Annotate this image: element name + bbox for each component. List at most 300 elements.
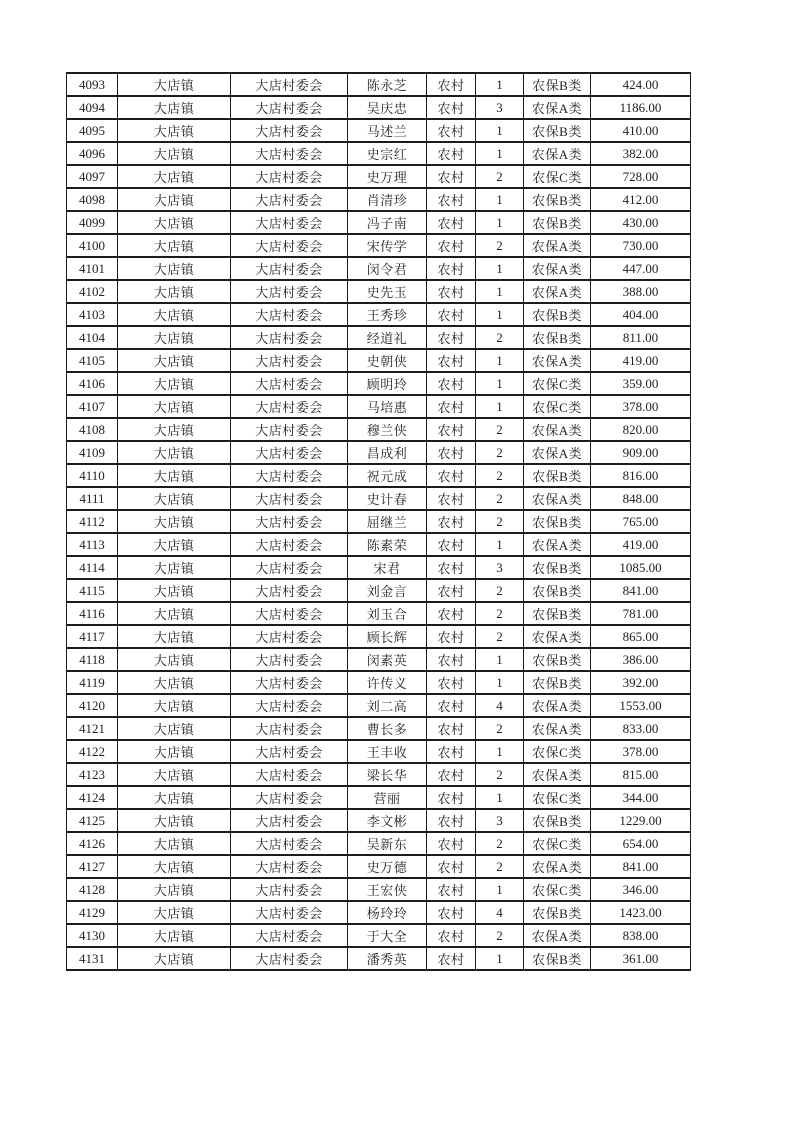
cell-town: 大店镇 — [118, 257, 231, 280]
cell-count: 2 — [476, 165, 524, 188]
cell-village: 大店村委会 — [231, 188, 348, 211]
cell-town: 大店镇 — [118, 694, 231, 717]
cell-count: 2 — [476, 832, 524, 855]
cell-town: 大店镇 — [118, 303, 231, 326]
table-row — [67, 73, 691, 96]
cell-residence: 农村 — [427, 188, 476, 211]
cell-amount: 378.00 — [591, 395, 691, 418]
table-row — [67, 809, 691, 832]
cell-serial: 4118 — [67, 648, 118, 671]
cell-residence: 农村 — [427, 303, 476, 326]
cell-village: 大店村委会 — [231, 901, 348, 924]
table-row — [67, 579, 691, 602]
table-row — [67, 165, 691, 188]
cell-serial: 4099 — [67, 211, 118, 234]
cell-amount: 841.00 — [591, 579, 691, 602]
cell-insurance-type: 农保A类 — [524, 257, 591, 280]
cell-count: 1 — [476, 211, 524, 234]
cell-town: 大店镇 — [118, 73, 231, 96]
cell-residence: 农村 — [427, 717, 476, 740]
cell-name: 马述兰 — [348, 119, 427, 142]
table-row — [67, 671, 691, 694]
cell-village: 大店村委会 — [231, 142, 348, 165]
cell-residence: 农村 — [427, 556, 476, 579]
cell-count: 3 — [476, 556, 524, 579]
cell-serial: 4127 — [67, 855, 118, 878]
cell-town: 大店镇 — [118, 464, 231, 487]
cell-insurance-type: 农保B类 — [524, 648, 591, 671]
cell-village: 大店村委会 — [231, 671, 348, 694]
cell-insurance-type: 农保A类 — [524, 418, 591, 441]
cell-name: 顾明玲 — [348, 372, 427, 395]
cell-residence: 农村 — [427, 372, 476, 395]
cell-insurance-type: 农保C类 — [524, 395, 591, 418]
cell-serial: 4096 — [67, 142, 118, 165]
cell-amount: 359.00 — [591, 372, 691, 395]
cell-town: 大店镇 — [118, 763, 231, 786]
cell-town: 大店镇 — [118, 625, 231, 648]
cell-village: 大店村委会 — [231, 625, 348, 648]
cell-town: 大店镇 — [118, 947, 231, 970]
cell-serial: 4124 — [67, 786, 118, 809]
cell-town: 大店镇 — [118, 96, 231, 119]
cell-village: 大店村委会 — [231, 119, 348, 142]
cell-residence: 农村 — [427, 832, 476, 855]
cell-amount: 392.00 — [591, 671, 691, 694]
cell-insurance-type: 农保C类 — [524, 740, 591, 763]
cell-village: 大店村委会 — [231, 717, 348, 740]
cell-name: 穆兰侠 — [348, 418, 427, 441]
table-row — [67, 625, 691, 648]
cell-amount: 1085.00 — [591, 556, 691, 579]
cell-amount: 820.00 — [591, 418, 691, 441]
cell-serial: 4117 — [67, 625, 118, 648]
cell-serial: 4126 — [67, 832, 118, 855]
cell-village: 大店村委会 — [231, 556, 348, 579]
table-row — [67, 855, 691, 878]
cell-name: 梁长华 — [348, 763, 427, 786]
cell-serial: 4128 — [67, 878, 118, 901]
cell-amount: 419.00 — [591, 349, 691, 372]
payment-table — [66, 72, 691, 971]
table-row — [67, 602, 691, 625]
table-row — [67, 510, 691, 533]
cell-name: 杨玲玲 — [348, 901, 427, 924]
cell-amount: 730.00 — [591, 234, 691, 257]
cell-amount: 654.00 — [591, 832, 691, 855]
cell-name: 冯子南 — [348, 211, 427, 234]
cell-town: 大店镇 — [118, 280, 231, 303]
cell-name: 李文彬 — [348, 809, 427, 832]
cell-village: 大店村委会 — [231, 487, 348, 510]
cell-insurance-type: 农保C类 — [524, 786, 591, 809]
cell-insurance-type: 农保A类 — [524, 533, 591, 556]
cell-serial: 4115 — [67, 579, 118, 602]
cell-serial: 4112 — [67, 510, 118, 533]
cell-town: 大店镇 — [118, 188, 231, 211]
cell-count: 1 — [476, 395, 524, 418]
cell-town: 大店镇 — [118, 809, 231, 832]
cell-residence: 农村 — [427, 441, 476, 464]
cell-town: 大店镇 — [118, 395, 231, 418]
cell-count: 2 — [476, 234, 524, 257]
table-row — [67, 188, 691, 211]
cell-town: 大店镇 — [118, 326, 231, 349]
cell-village: 大店村委会 — [231, 740, 348, 763]
table-row — [67, 257, 691, 280]
cell-serial: 4122 — [67, 740, 118, 763]
cell-name: 史朝侠 — [348, 349, 427, 372]
cell-count: 1 — [476, 740, 524, 763]
cell-insurance-type: 农保A类 — [524, 96, 591, 119]
cell-insurance-type: 农保A类 — [524, 625, 591, 648]
cell-village: 大店村委会 — [231, 763, 348, 786]
cell-residence: 农村 — [427, 694, 476, 717]
cell-count: 1 — [476, 119, 524, 142]
cell-village: 大店村委会 — [231, 648, 348, 671]
cell-serial: 4105 — [67, 349, 118, 372]
cell-amount: 386.00 — [591, 648, 691, 671]
cell-name: 史万德 — [348, 855, 427, 878]
cell-count: 2 — [476, 855, 524, 878]
cell-residence: 农村 — [427, 901, 476, 924]
cell-count: 3 — [476, 96, 524, 119]
cell-amount: 419.00 — [591, 533, 691, 556]
cell-name: 陈永芝 — [348, 73, 427, 96]
cell-amount: 838.00 — [591, 924, 691, 947]
cell-town: 大店镇 — [118, 717, 231, 740]
cell-town: 大店镇 — [118, 602, 231, 625]
cell-residence: 农村 — [427, 947, 476, 970]
cell-village: 大店村委会 — [231, 878, 348, 901]
cell-name: 宋君 — [348, 556, 427, 579]
cell-count: 1 — [476, 533, 524, 556]
cell-serial: 4098 — [67, 188, 118, 211]
cell-name: 昌成利 — [348, 441, 427, 464]
cell-village: 大店村委会 — [231, 694, 348, 717]
cell-count: 1 — [476, 947, 524, 970]
cell-serial: 4111 — [67, 487, 118, 510]
table-row — [67, 441, 691, 464]
cell-village: 大店村委会 — [231, 832, 348, 855]
cell-town: 大店镇 — [118, 740, 231, 763]
cell-village: 大店村委会 — [231, 855, 348, 878]
cell-amount: 909.00 — [591, 441, 691, 464]
cell-village: 大店村委会 — [231, 924, 348, 947]
cell-name: 王秀珍 — [348, 303, 427, 326]
cell-serial: 4120 — [67, 694, 118, 717]
cell-insurance-type: 农保B类 — [524, 464, 591, 487]
cell-amount: 781.00 — [591, 602, 691, 625]
cell-residence: 农村 — [427, 602, 476, 625]
cell-serial: 4123 — [67, 763, 118, 786]
cell-serial: 4125 — [67, 809, 118, 832]
cell-count: 1 — [476, 280, 524, 303]
cell-town: 大店镇 — [118, 648, 231, 671]
cell-amount: 848.00 — [591, 487, 691, 510]
cell-count: 2 — [476, 510, 524, 533]
cell-name: 肖清珍 — [348, 188, 427, 211]
table-row — [67, 487, 691, 510]
cell-count: 1 — [476, 671, 524, 694]
cell-village: 大店村委会 — [231, 372, 348, 395]
table-row — [67, 418, 691, 441]
cell-town: 大店镇 — [118, 372, 231, 395]
cell-name: 吴新东 — [348, 832, 427, 855]
table-row — [67, 395, 691, 418]
cell-town: 大店镇 — [118, 786, 231, 809]
cell-residence: 农村 — [427, 763, 476, 786]
cell-serial: 4093 — [67, 73, 118, 96]
table-row — [67, 533, 691, 556]
cell-serial: 4109 — [67, 441, 118, 464]
cell-village: 大店村委会 — [231, 947, 348, 970]
cell-residence: 农村 — [427, 625, 476, 648]
cell-village: 大店村委会 — [231, 579, 348, 602]
cell-count: 1 — [476, 73, 524, 96]
cell-town: 大店镇 — [118, 901, 231, 924]
cell-town: 大店镇 — [118, 349, 231, 372]
cell-name: 史先玉 — [348, 280, 427, 303]
cell-amount: 447.00 — [591, 257, 691, 280]
cell-insurance-type: 农保A类 — [524, 924, 591, 947]
cell-village: 大店村委会 — [231, 326, 348, 349]
cell-amount: 424.00 — [591, 73, 691, 96]
cell-amount: 1186.00 — [591, 96, 691, 119]
table-row — [67, 832, 691, 855]
cell-count: 2 — [476, 625, 524, 648]
cell-insurance-type: 农保B类 — [524, 947, 591, 970]
cell-town: 大店镇 — [118, 418, 231, 441]
cell-name: 许传义 — [348, 671, 427, 694]
cell-town: 大店镇 — [118, 533, 231, 556]
cell-village: 大店村委会 — [231, 257, 348, 280]
cell-name: 史计春 — [348, 487, 427, 510]
cell-amount: 412.00 — [591, 188, 691, 211]
cell-amount: 833.00 — [591, 717, 691, 740]
cell-name: 吴庆忠 — [348, 96, 427, 119]
cell-residence: 农村 — [427, 510, 476, 533]
cell-insurance-type: 农保A类 — [524, 349, 591, 372]
table-row — [67, 326, 691, 349]
cell-residence: 农村 — [427, 464, 476, 487]
cell-name: 曹长多 — [348, 717, 427, 740]
cell-residence: 农村 — [427, 165, 476, 188]
cell-serial: 4107 — [67, 395, 118, 418]
table-row — [67, 924, 691, 947]
cell-village: 大店村委会 — [231, 418, 348, 441]
cell-village: 大店村委会 — [231, 280, 348, 303]
cell-residence: 农村 — [427, 648, 476, 671]
cell-serial: 4110 — [67, 464, 118, 487]
cell-town: 大店镇 — [118, 510, 231, 533]
cell-name: 陈素荣 — [348, 533, 427, 556]
cell-village: 大店村委会 — [231, 234, 348, 257]
cell-count: 2 — [476, 326, 524, 349]
cell-name: 刘玉合 — [348, 602, 427, 625]
cell-amount: 841.00 — [591, 855, 691, 878]
cell-town: 大店镇 — [118, 487, 231, 510]
cell-insurance-type: 农保B类 — [524, 556, 591, 579]
table-row — [67, 349, 691, 372]
cell-village: 大店村委会 — [231, 809, 348, 832]
cell-residence: 农村 — [427, 234, 476, 257]
table-row — [67, 464, 691, 487]
cell-insurance-type: 农保A类 — [524, 694, 591, 717]
cell-insurance-type: 农保C类 — [524, 832, 591, 855]
cell-insurance-type: 农保B类 — [524, 809, 591, 832]
cell-village: 大店村委会 — [231, 96, 348, 119]
cell-residence: 农村 — [427, 878, 476, 901]
table-row — [67, 234, 691, 257]
cell-amount: 1553.00 — [591, 694, 691, 717]
cell-count: 1 — [476, 786, 524, 809]
cell-serial: 4102 — [67, 280, 118, 303]
cell-name: 宋传学 — [348, 234, 427, 257]
cell-residence: 农村 — [427, 257, 476, 280]
cell-name: 于大全 — [348, 924, 427, 947]
cell-village: 大店村委会 — [231, 395, 348, 418]
cell-count: 2 — [476, 602, 524, 625]
cell-village: 大店村委会 — [231, 211, 348, 234]
cell-amount: 361.00 — [591, 947, 691, 970]
cell-town: 大店镇 — [118, 878, 231, 901]
cell-residence: 农村 — [427, 280, 476, 303]
cell-residence: 农村 — [427, 142, 476, 165]
cell-village: 大店村委会 — [231, 602, 348, 625]
cell-name: 刘二高 — [348, 694, 427, 717]
cell-residence: 农村 — [427, 533, 476, 556]
cell-insurance-type: 农保A类 — [524, 234, 591, 257]
cell-amount: 410.00 — [591, 119, 691, 142]
cell-amount: 378.00 — [591, 740, 691, 763]
cell-town: 大店镇 — [118, 924, 231, 947]
cell-name: 刘金言 — [348, 579, 427, 602]
cell-serial: 4106 — [67, 372, 118, 395]
cell-name: 屈继兰 — [348, 510, 427, 533]
cell-serial: 4094 — [67, 96, 118, 119]
cell-name: 史宗红 — [348, 142, 427, 165]
cell-amount: 1229.00 — [591, 809, 691, 832]
cell-insurance-type: 农保C类 — [524, 165, 591, 188]
cell-residence: 农村 — [427, 809, 476, 832]
cell-serial: 4114 — [67, 556, 118, 579]
cell-amount: 404.00 — [591, 303, 691, 326]
cell-residence: 农村 — [427, 96, 476, 119]
cell-amount: 388.00 — [591, 280, 691, 303]
cell-village: 大店村委会 — [231, 510, 348, 533]
cell-amount: 728.00 — [591, 165, 691, 188]
cell-serial: 4097 — [67, 165, 118, 188]
table-row — [67, 119, 691, 142]
cell-insurance-type: 农保A类 — [524, 855, 591, 878]
cell-name: 闵令君 — [348, 257, 427, 280]
cell-serial: 4104 — [67, 326, 118, 349]
cell-count: 2 — [476, 487, 524, 510]
cell-count: 1 — [476, 188, 524, 211]
cell-insurance-type: 农保B类 — [524, 211, 591, 234]
cell-count: 4 — [476, 694, 524, 717]
cell-town: 大店镇 — [118, 142, 231, 165]
cell-town: 大店镇 — [118, 855, 231, 878]
cell-serial: 4131 — [67, 947, 118, 970]
cell-amount: 811.00 — [591, 326, 691, 349]
cell-insurance-type: 农保B类 — [524, 73, 591, 96]
cell-residence: 农村 — [427, 395, 476, 418]
cell-village: 大店村委会 — [231, 73, 348, 96]
cell-residence: 农村 — [427, 119, 476, 142]
cell-serial: 4095 — [67, 119, 118, 142]
table-row — [67, 901, 691, 924]
cell-insurance-type: 农保B类 — [524, 119, 591, 142]
cell-village: 大店村委会 — [231, 464, 348, 487]
cell-count: 2 — [476, 763, 524, 786]
cell-serial: 4130 — [67, 924, 118, 947]
cell-town: 大店镇 — [118, 211, 231, 234]
cell-residence: 农村 — [427, 671, 476, 694]
cell-amount: 430.00 — [591, 211, 691, 234]
table-row — [67, 303, 691, 326]
cell-name: 王丰收 — [348, 740, 427, 763]
cell-name: 经道礼 — [348, 326, 427, 349]
cell-serial: 4116 — [67, 602, 118, 625]
cell-insurance-type: 农保A类 — [524, 280, 591, 303]
cell-residence: 农村 — [427, 418, 476, 441]
cell-insurance-type: 农保A类 — [524, 487, 591, 510]
cell-count: 2 — [476, 924, 524, 947]
cell-count: 2 — [476, 717, 524, 740]
cell-serial: 4121 — [67, 717, 118, 740]
cell-village: 大店村委会 — [231, 441, 348, 464]
cell-name: 闵素英 — [348, 648, 427, 671]
cell-residence: 农村 — [427, 211, 476, 234]
cell-name: 营丽 — [348, 786, 427, 809]
cell-count: 1 — [476, 648, 524, 671]
cell-count: 1 — [476, 349, 524, 372]
cell-town: 大店镇 — [118, 671, 231, 694]
cell-residence: 农村 — [427, 924, 476, 947]
cell-insurance-type: 农保A类 — [524, 441, 591, 464]
cell-town: 大店镇 — [118, 441, 231, 464]
cell-name: 顾长辉 — [348, 625, 427, 648]
cell-residence: 农村 — [427, 326, 476, 349]
cell-insurance-type: 农保B类 — [524, 602, 591, 625]
cell-village: 大店村委会 — [231, 349, 348, 372]
cell-insurance-type: 农保C类 — [524, 372, 591, 395]
cell-amount: 865.00 — [591, 625, 691, 648]
cell-insurance-type: 农保A类 — [524, 717, 591, 740]
cell-amount: 382.00 — [591, 142, 691, 165]
cell-name: 史万理 — [348, 165, 427, 188]
cell-residence: 农村 — [427, 786, 476, 809]
table-row — [67, 763, 691, 786]
cell-amount: 816.00 — [591, 464, 691, 487]
cell-name: 潘秀英 — [348, 947, 427, 970]
cell-count: 3 — [476, 809, 524, 832]
cell-amount: 346.00 — [591, 878, 691, 901]
cell-residence: 农村 — [427, 740, 476, 763]
cell-count: 2 — [476, 464, 524, 487]
table-row — [67, 648, 691, 671]
cell-insurance-type: 农保B类 — [524, 303, 591, 326]
cell-village: 大店村委会 — [231, 786, 348, 809]
cell-amount: 1423.00 — [591, 901, 691, 924]
cell-town: 大店镇 — [118, 165, 231, 188]
cell-residence: 农村 — [427, 349, 476, 372]
table-row — [67, 211, 691, 234]
cell-count: 2 — [476, 579, 524, 602]
table-row — [67, 786, 691, 809]
